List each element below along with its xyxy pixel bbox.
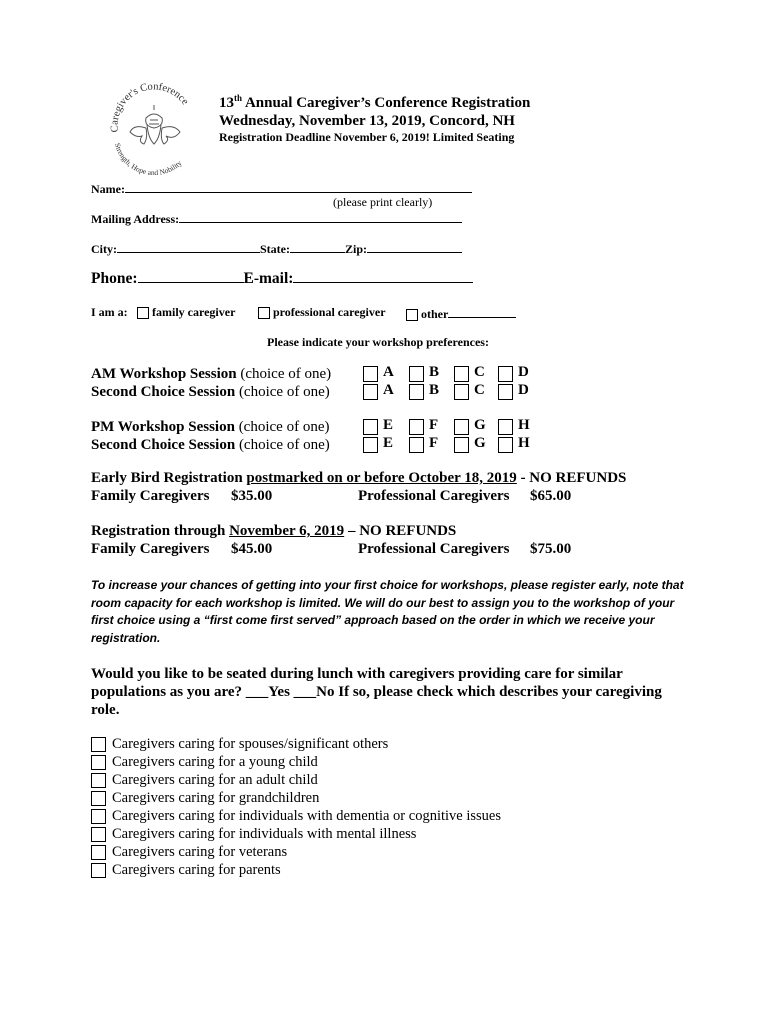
family-caregiver-label: family caregiver: [152, 305, 236, 319]
name-label: Name:: [91, 182, 125, 196]
role-veterans-label: Caregivers caring for veterans: [112, 844, 288, 860]
pm-e-checkbox[interactable]: [363, 419, 378, 435]
regular-family-label: Family Caregivers: [91, 541, 210, 557]
logo-bottom-text: Strength, Hope and Nobility: [112, 142, 184, 175]
pm-g-label: G: [474, 417, 486, 433]
pm-second-f-checkbox[interactable]: [409, 437, 424, 453]
pm-session-label: [91, 418, 329, 436]
role-veterans-checkbox[interactable]: [91, 845, 106, 860]
city-label: City:: [91, 242, 117, 256]
zip-field[interactable]: [367, 240, 462, 253]
am-second-label: [91, 383, 330, 401]
role-parents-label: Caregivers caring for parents: [112, 862, 281, 878]
address-row: [91, 210, 462, 227]
address-field[interactable]: [179, 210, 462, 223]
role-grandchildren-label: Caregivers caring for grandchildren: [112, 790, 320, 806]
logo-top-text: Caregiver's Conference: [109, 81, 191, 133]
early-family-label: Family Caregivers: [91, 488, 210, 504]
phone-label: Phone:: [91, 270, 138, 287]
role-veterans[interactable]: [91, 844, 591, 862]
role-grandchildren[interactable]: [91, 790, 591, 808]
early-family-price: $35.00: [231, 488, 273, 504]
am-second-d-checkbox[interactable]: [498, 384, 513, 400]
role-spouses[interactable]: [91, 736, 591, 754]
print-hint: (please print clearly): [333, 195, 433, 209]
name-field[interactable]: [125, 180, 472, 193]
city-row: [91, 240, 462, 257]
phone-field[interactable]: [138, 268, 244, 283]
am-d-label: D: [518, 364, 529, 380]
role-adult-child-label: Caregivers caring for an adult child: [112, 772, 318, 788]
title-number: 13: [219, 95, 234, 111]
regular-pro-price: $75.00: [530, 541, 572, 557]
role-mental-illness-checkbox[interactable]: [91, 827, 106, 842]
am-second-title: Second Choice Session: [91, 384, 236, 400]
conference-logo: [104, 80, 204, 175]
role-spouses-label: Caregivers caring for spouses/significant others: [112, 736, 389, 752]
am-b-checkbox[interactable]: [409, 366, 424, 382]
pm-second-h-label: H: [518, 435, 530, 451]
regular-suffix: – NO REFUNDS: [344, 523, 457, 539]
phone-row: [91, 268, 473, 288]
role-adult-child[interactable]: [91, 772, 591, 790]
pm-e-label: E: [383, 417, 394, 433]
role-dementia-checkbox[interactable]: [91, 809, 106, 824]
regular-date: November 6, 2019: [229, 523, 345, 539]
early-pro-price: $65.00: [530, 488, 572, 504]
am-second-b-checkbox[interactable]: [409, 384, 424, 400]
role-dementia-label: Caregivers caring for individuals with dementia or cognitive issues: [112, 808, 501, 824]
pm-second-g-label: G: [474, 435, 486, 451]
am-c-label: C: [474, 364, 485, 380]
pm-second-f-label: F: [429, 435, 439, 451]
am-session-label: [91, 365, 331, 383]
am-second-d-label: D: [518, 382, 529, 398]
am-second-b-label: B: [429, 382, 440, 398]
svg-text:Caregiver's Conference: [109, 81, 190, 132]
professional-caregiver-checkbox[interactable]: [258, 307, 270, 319]
lunch-question-line-3: role.: [91, 702, 120, 718]
pm-f-checkbox[interactable]: [409, 419, 424, 435]
early-bird-heading: [91, 470, 626, 487]
role-dementia[interactable]: [91, 808, 591, 826]
role-young-child-checkbox[interactable]: [91, 755, 106, 770]
iama-label: I am a:: [91, 305, 128, 319]
am-session-hint: (choice of one): [236, 366, 332, 382]
other-label: other: [421, 307, 449, 321]
pm-second-h-checkbox[interactable]: [498, 437, 513, 453]
am-a-checkbox[interactable]: [363, 366, 378, 382]
early-pro-label: Professional Caregivers: [358, 488, 510, 504]
pm-h-checkbox[interactable]: [498, 419, 513, 435]
role-young-child-label: Caregivers caring for a young child: [112, 754, 318, 770]
role-adult-child-checkbox[interactable]: [91, 773, 106, 788]
family-caregiver-checkbox[interactable]: [137, 307, 149, 319]
pm-second-g-checkbox[interactable]: [454, 437, 469, 453]
iama-option-other[interactable]: [406, 305, 516, 322]
page-title: [219, 93, 530, 112]
lunch-question-line-2: populations as you are? ___Yes ___No If so, please check which describes your caregiving: [91, 684, 662, 700]
svg-text:Strength, Hope and Nobility: [113, 142, 184, 175]
pm-h-label: H: [518, 417, 530, 433]
email-label: E-mail:: [243, 270, 294, 287]
role-spouses-checkbox[interactable]: [91, 737, 106, 752]
regular-family-price: $45.00: [231, 541, 273, 557]
am-a-label: A: [383, 364, 394, 380]
logo-graphic: [104, 80, 204, 175]
pm-session-title: PM Workshop Session: [91, 419, 235, 435]
address-label: Mailing Address:: [91, 212, 180, 226]
am-second-a-label: A: [383, 382, 394, 398]
am-b-label: B: [429, 364, 440, 380]
other-field[interactable]: [448, 305, 516, 318]
am-c-checkbox[interactable]: [454, 366, 469, 382]
pm-session-hint: (choice of one): [234, 419, 330, 435]
am-second-a-checkbox[interactable]: [363, 384, 378, 400]
title-text: Annual Caregiver’s Conference Registration: [242, 95, 531, 111]
role-parents-checkbox[interactable]: [91, 863, 106, 878]
pm-g-checkbox[interactable]: [454, 419, 469, 435]
lunch-question: [91, 665, 662, 719]
regular-label: Registration through: [91, 523, 230, 539]
regular-heading: [91, 523, 456, 540]
pm-second-label: [91, 436, 330, 454]
early-bird-suffix: - NO REFUNDS: [516, 470, 627, 486]
am-d-checkbox[interactable]: [498, 366, 513, 382]
pm-second-e-label: E: [383, 435, 394, 451]
lunch-question-line-1: Would you like to be seated during lunch with caregivers providing care for similar: [91, 666, 623, 682]
am-second-c-label: C: [474, 382, 485, 398]
iama-option-family[interactable]: [137, 305, 235, 320]
regular-pro-label: Professional Caregivers: [358, 541, 510, 557]
role-young-child[interactable]: [91, 754, 591, 772]
pm-second-e-checkbox[interactable]: [363, 437, 378, 453]
role-parents[interactable]: [91, 862, 591, 880]
role-mental-illness[interactable]: [91, 826, 591, 844]
state-field[interactable]: [290, 240, 345, 253]
am-session-title: AM Workshop Session: [91, 366, 237, 382]
pm-f-label: F: [429, 417, 439, 433]
state-label: State:: [260, 242, 290, 256]
early-bird-label: Early Bird Registration: [91, 470, 247, 486]
role-grandchildren-checkbox[interactable]: [91, 791, 106, 806]
pm-second-hint: (choice of one): [235, 437, 330, 453]
workshop-note: To increase your chances of getting into your first choice for workshops, please register early, note that room capacity for each workshop is limited. We will do our best to assign you to the workshop of your first choice using a “first come first served” approach based on the order in which we receive your registration.: [91, 578, 684, 645]
role-mental-illness-label: Caregivers caring for individuals with mental illness: [112, 826, 417, 842]
zip-label: Zip:: [345, 242, 368, 256]
email-field[interactable]: [293, 268, 473, 283]
registration-deadline: Registration Deadline November 6, 2019! Limited Seating: [219, 130, 515, 144]
other-checkbox[interactable]: [406, 309, 418, 321]
am-second-c-checkbox[interactable]: [454, 384, 469, 400]
am-second-hint: (choice of one): [235, 384, 330, 400]
professional-caregiver-label: professional caregiver: [273, 305, 386, 319]
early-bird-date: postmarked on or before October 18, 2019: [246, 470, 517, 486]
title-ordinal: th: [234, 93, 243, 103]
workshop-instruction: Please indicate your workshop preferences:: [267, 335, 489, 349]
page-subtitle: Wednesday, November 13, 2019, Concord, NH: [219, 113, 515, 129]
iama-option-professional[interactable]: [258, 305, 386, 320]
pm-second-title: Second Choice Session: [91, 437, 236, 453]
city-field[interactable]: [117, 240, 260, 253]
